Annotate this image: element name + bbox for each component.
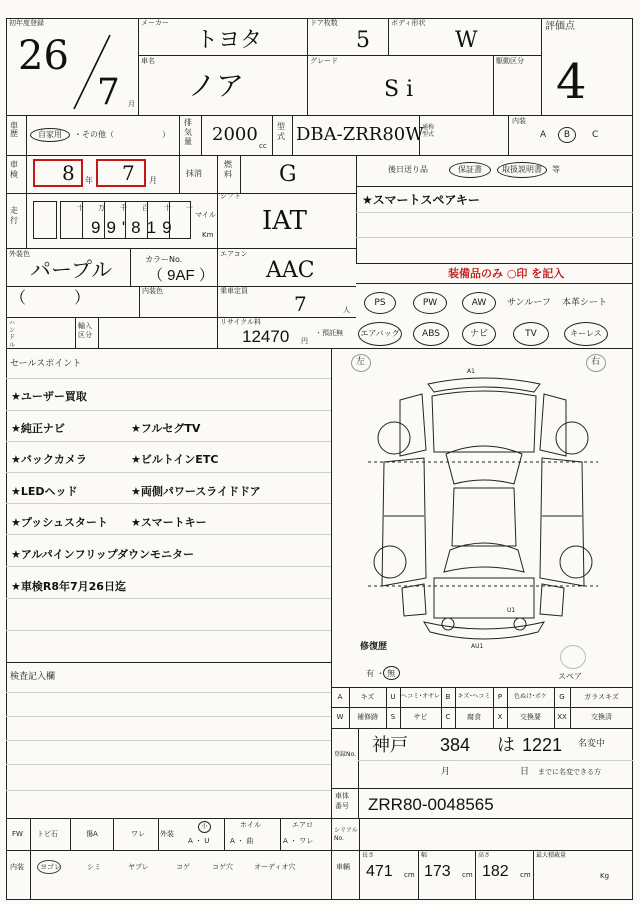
registration-label: 初年度登録 [9,19,44,27]
mileage-unit-ten: 十 [164,204,171,212]
interior-label: 内装 [512,117,526,125]
legend-p-text: 色ぬけ･ボケ [513,693,547,700]
displacement-unit: cc [259,142,267,150]
sales-point-6: ★LEDヘッド [11,485,78,498]
special-note: ★スマートスペアキー [362,193,480,207]
score-value: 4 [556,54,587,110]
plate-number: 384 [440,735,471,755]
shift-value: IAT [262,206,307,236]
height-value: 182 [482,863,509,880]
shift-label: シフト [220,192,241,200]
legend-c-text: 腐食 [467,713,481,721]
legend-s-text: サビ [413,713,428,721]
score-label: 評価点 [545,21,575,32]
equip-pw: PW [413,292,447,314]
legend-a: A [337,693,343,701]
aircon-value: AAC [266,258,315,283]
sales-point-11: ★車検R8年7月26日迄 [11,580,126,593]
mileage-label: 走行 [10,206,18,226]
serial-label: シリアルNo. [334,827,358,843]
grade-label: グレード [310,57,338,65]
usage-other: ・その他（ ） [74,130,170,139]
legend-g-text: ガラスキズ [584,693,619,701]
sales-points-label: セールスポイント [10,359,82,369]
bottom-hekomi-label: 傷A [86,830,98,838]
spare-circle [560,645,586,669]
mileage-unit-one: 一 [186,204,193,212]
sales-point-8: ★プッシュスタート [11,516,108,529]
legend-u: U [390,693,396,701]
registration-month: 7 [97,72,120,113]
length-label: 長さ [362,852,375,859]
body-shape-label: ボディ形状 [391,19,426,27]
model-name-label: 車名 [141,57,155,65]
yogore-circle [37,860,61,874]
usage-label: 車歴 [10,121,18,138]
documents-manual: 取扱説明書 [497,162,547,178]
sales-point-2: ★純正ナビ [11,422,65,435]
chassis-label: 車体番号 [335,792,349,810]
bottom-yabure-label: ヤブレ [128,863,149,871]
registration-year: 26 [18,33,69,79]
model-code-label: 型式 [277,122,285,141]
legend-w-text: 補修跡 [357,713,378,721]
maker-value: トヨタ [196,27,263,52]
bottom-a-u: A ・ U [188,837,210,845]
recycle-unit: 円 [301,337,308,345]
mileage-value: 99'819 [91,218,178,237]
bottom-fw-label: FW [12,830,23,838]
sales-point-9: ★スマートキー [131,516,207,529]
plate-area: 神戸 [372,735,408,755]
repair-history-label: 修復歴 [360,642,388,652]
repair-none-circle [383,666,400,680]
plate-label: 登録No. [334,751,356,758]
sales-point-4: ★バックカメラ [11,453,87,466]
mileage-mile-label: マイル [195,211,216,219]
legend-b-text: キズ･ヘコミ [457,693,491,700]
sales-point-10: ★アルパインフリップダウンモニター [11,548,195,561]
bottom-naisou-label: 内装 [10,863,24,871]
interior-color-value: （ ） [10,290,91,307]
legend-xx: XX [557,713,567,721]
legend-xx-text: 交換済 [591,713,612,721]
inspection-year-box [33,159,83,187]
inspection-month-unit: 月 [149,176,157,185]
displacement-label: 排気量 [184,118,192,147]
equip-sunroof: サンルーフ [507,298,551,308]
plate-serial: 1221 [522,735,563,755]
body-shape-value: W [455,28,478,53]
equip-abs: ABS [413,322,449,346]
capacity-label: 乗車定員 [220,287,248,295]
fuel-value: G [279,162,297,187]
bottom-audio-hole-label: オーディオ穴 [254,863,296,871]
documents-warranty: 保証書 [449,162,491,178]
plate-kana: は [497,735,515,755]
equip-navi: ナビ [462,322,496,346]
spare-label: スペア [558,672,582,681]
usage-private-circle: 自家用 [30,128,70,142]
mileage-km-label: Km [202,231,214,239]
recycle-deposit: ・預託無 [315,329,343,337]
mileage-unit-hyaku: 百 [142,204,149,212]
legend-w: W [336,713,344,721]
mileage-unit-sen: 千 [120,204,127,212]
legend-a-text: キズ [360,693,375,701]
grade-value: S i [384,77,414,102]
common-model-label: 通称型式 [422,124,435,139]
inspection-erase-label: 抹消 [186,169,202,178]
chassis-value: ZRR80-0048565 [368,795,494,814]
width-label: 幅 [421,852,428,859]
height-label: 高さ [478,852,491,859]
model-name-value: ノア [188,70,245,101]
inspection-label: 車検 [10,160,18,180]
legend-x: X [497,713,503,721]
recycle-value: 12470 [242,327,290,346]
equip-airbag: エアバッグ [358,322,402,346]
mileage-unit-man: 万 [98,204,105,212]
bottom-shimi-label: シミ [87,863,101,871]
displacement-value: 2000 [212,124,258,145]
height-unit: cm [520,871,531,879]
handle-label: ハンドル [9,320,16,349]
interior-opt-c: C [592,130,599,140]
legend-p: P [497,693,503,701]
bottom-ware-label: ワレ [131,830,145,838]
sales-point-1: ★ユーザー買取 [11,390,87,403]
diagram-a1-label: A1 [467,368,475,375]
sales-point-7: ★両側パワースライドドア [131,485,261,498]
repair-history-value: 有 ・ 無 [366,669,396,678]
plate-note: 名変中 [578,739,606,749]
length-value: 471 [366,863,393,880]
bottom-tobi-label: トビ石 [37,830,58,838]
bottom-aero-label: エアロ [292,821,313,829]
capacity-unit: 人 [343,306,350,314]
equip-keyless: キーレス [564,322,608,346]
diagram-left-label: 左 [356,357,366,367]
inspection-month-box [96,159,146,187]
sales-point-5: ★ビルトインETC [131,453,219,466]
gvw-label: 最大積載量 [536,852,567,859]
gvw-unit: Kg [600,872,610,880]
bottom-ko-circle: 小 [198,821,211,833]
inspection-month: 7 [122,161,135,185]
plate-day-label: 日 [520,767,530,777]
aircon-label: エアコン [220,250,248,258]
documents-etc: 等 [552,165,560,174]
bottom-gaisou-label: 外装 [160,830,174,838]
exterior-color-label: 外装色 [9,250,30,258]
width-unit: cm [462,871,473,879]
equip-ps: PS [364,292,396,314]
legend-g: G [559,693,565,701]
inspection-year: 8 [62,161,75,185]
car-diagram [364,366,602,650]
recycle-label: リサイクル料 [220,318,262,326]
diagram-right-label: 右 [591,357,601,367]
import-label: 輸入区分 [78,322,92,340]
equipment-title: 装備品のみ ○印 を記入 [448,267,565,280]
doors-value: 5 [356,28,370,53]
documents-label: 後日送り品 [388,165,428,174]
length-unit: cm [404,871,415,879]
plate-month-label: 月 [441,767,451,777]
mileage-blank-box [33,201,57,239]
color-code-label: カラーNo. [145,255,183,264]
equip-leather: 本革シート [562,298,608,308]
width-value: 173 [424,863,451,880]
inspection-notes-label: 検査記入欄 [10,672,56,682]
exterior-color-value: パープル [30,259,113,282]
interior-opt-b: B [558,127,576,143]
bottom-yogore-label: ヨゴレ [40,863,61,871]
legend-u-text: ヘコミ･オサレ [401,693,440,700]
mileage-unit-ten-man: 十 [77,204,84,212]
sales-point-3: ★フルセグTV [131,422,201,435]
plate-deadline: までに名変できる方 [538,768,601,776]
interior-opt-a: A [540,130,547,140]
bottom-wheel-label: ホイル [240,821,261,829]
registration-month-unit: 月 [128,100,135,108]
legend-b: B [445,693,451,701]
legend-x-text: 交換要 [520,713,541,721]
color-code-value: （ 9AF ） [148,267,214,284]
bottom-wheel-opt: A ・ 曲 [230,837,254,845]
legend-s: S [390,713,396,721]
dimensions-label: 車輌 [336,863,350,871]
legend-c: C [445,713,451,721]
fuel-label: 燃料 [224,160,232,180]
diagram-au1-label: AU1 [471,643,484,650]
drive-label: 駆動区分 [496,57,524,65]
interior-color-label: 内装色 [142,287,163,295]
inspection-year-unit: 年 [85,176,93,185]
model-code-value: DBA-ZRR80W [296,124,424,145]
doors-label: ドア枚数 [310,19,338,27]
maker-label: メーカー [141,19,169,27]
bottom-aero-opt: A ・ ワレ [283,837,314,845]
capacity-value: 7 [294,292,307,316]
diagram-u1-label: U1 [507,607,516,614]
equip-tv: TV [513,322,549,346]
equip-aw: AW [462,292,496,314]
bottom-koge-label: コゲ [176,863,190,871]
bottom-kogeana-label: コゲ穴 [212,863,233,871]
